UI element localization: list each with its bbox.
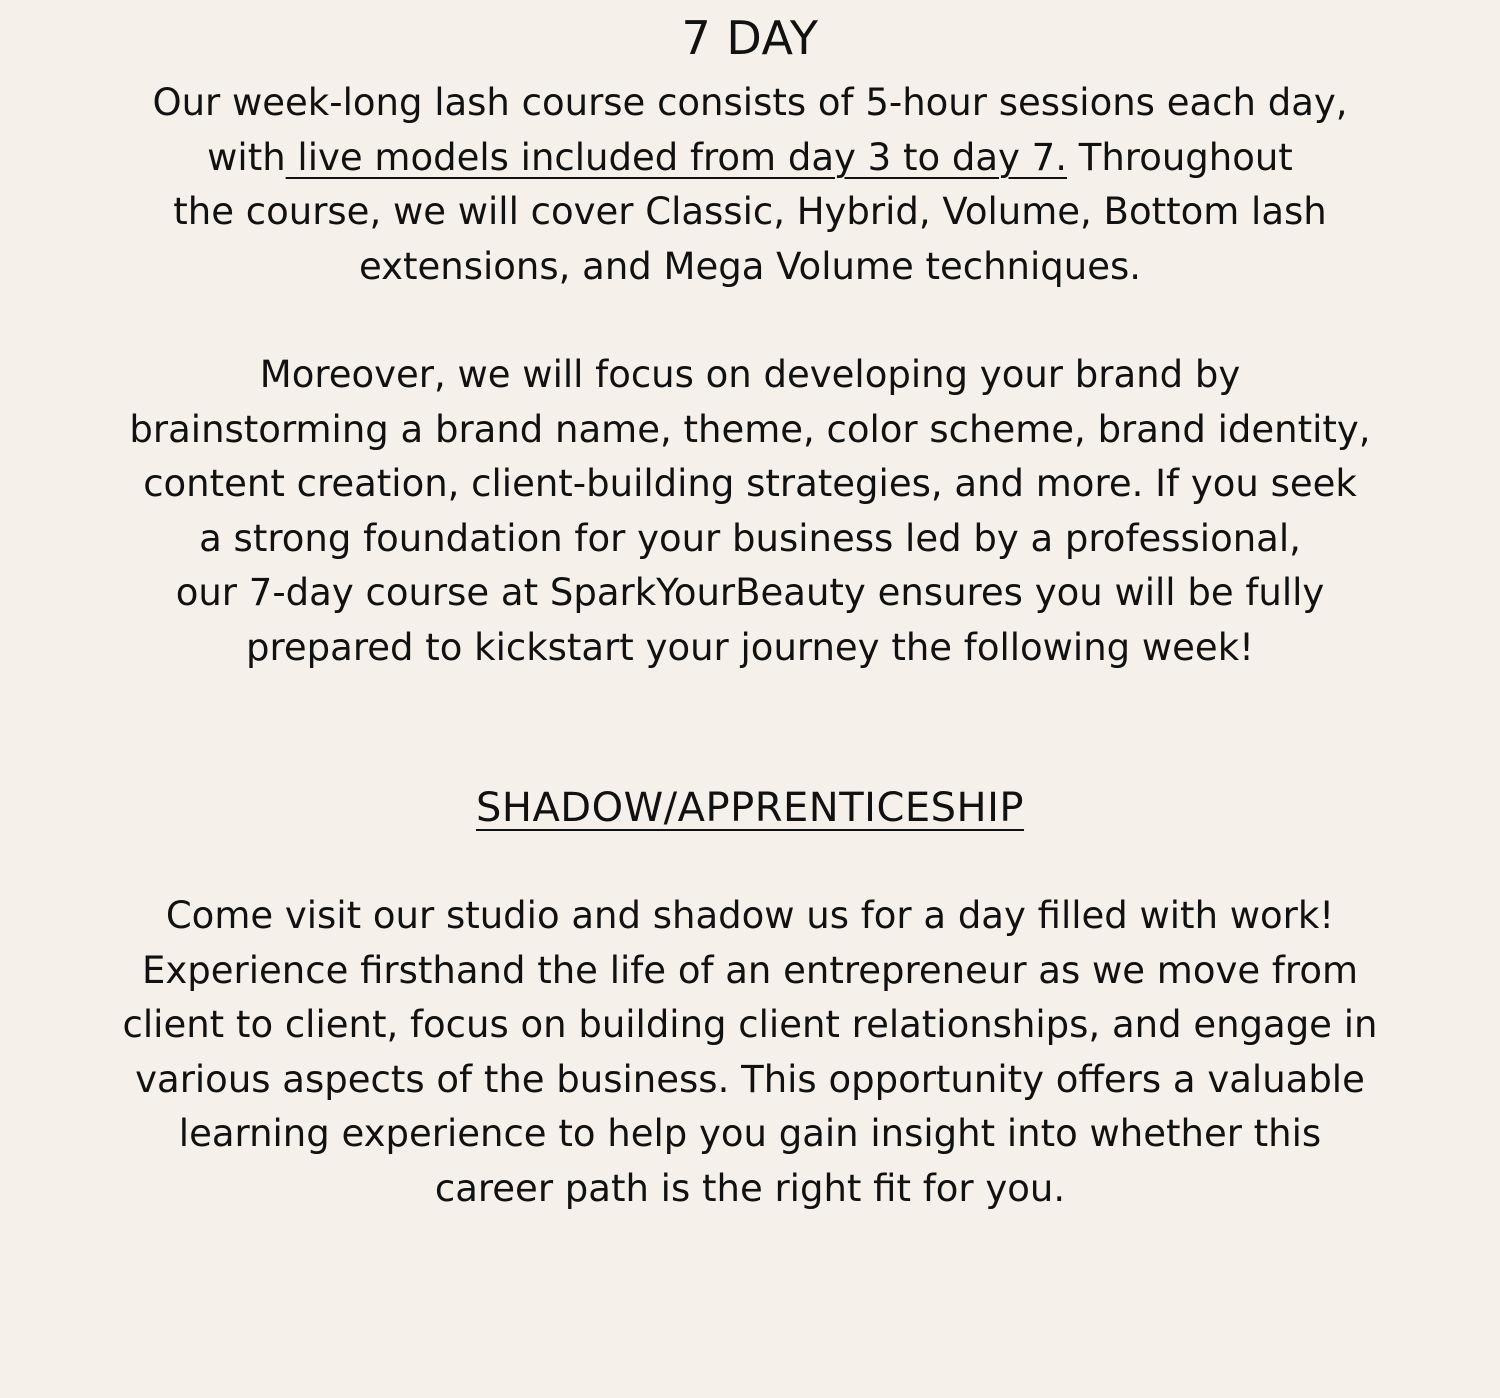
branding-line: content creation, client-building strategies, and more. If you seek [143, 462, 1357, 505]
shadow-apprenticeship-heading [0, 782, 1500, 834]
shadow-line: various aspects of the business. This opportunity offers a valuable [135, 1057, 1365, 1101]
live-models-highlight: live models included from day 3 to day 7. [285, 135, 1067, 179]
seven-day-branding-paragraph [0, 348, 1500, 675]
branding-line: Moreover, we will focus on developing your brand by [259, 353, 1241, 396]
branding-line: brainstorming a brand name, theme, color scheme, brand identity, [129, 407, 1371, 451]
shadow-apprenticeship-paragraph [0, 889, 1500, 1216]
branding-line: our 7-day course at SparkYourBeauty ensures you will be fully [175, 571, 1325, 614]
intro-line-1: Our week-long lash course consists of 5-hour sessions each day, [152, 81, 1348, 124]
intro-line-2-prefix: with [207, 135, 286, 179]
intro-line-4: extensions, and Mega Volume techniques. [358, 244, 1142, 288]
intro-line-2 [0, 131, 1500, 186]
shadow-line: learning experience to help you gain insight into whether this [178, 1112, 1322, 1155]
seven-day-heading: 7 DAY [681, 11, 819, 65]
branding-line: a strong foundation for your business led by a professional, [199, 516, 1301, 560]
intro-line-3: the course, we will cover Classic, Hybrid, Volume, Bottom lash [173, 190, 1327, 233]
shadow-line: career path is the right fit for you. [434, 1166, 1066, 1210]
shadow-line: client to client, focus on building client relationships, and engage in [122, 1003, 1378, 1046]
seven-day-intro-paragraph [0, 76, 1500, 294]
shadow-apprenticeship-heading-text: SHADOW/APPRENTICESHIP [475, 785, 1025, 831]
branding-line: prepared to kickstart your journey the following week! [246, 625, 1254, 669]
intro-line-2-suffix: Throughout [1066, 135, 1293, 179]
shadow-line: Experience firsthand the life of an entrepreneur as we move from [142, 948, 1358, 992]
shadow-line: Come visit our studio and shadow us for a day filled with work! [165, 894, 1335, 937]
